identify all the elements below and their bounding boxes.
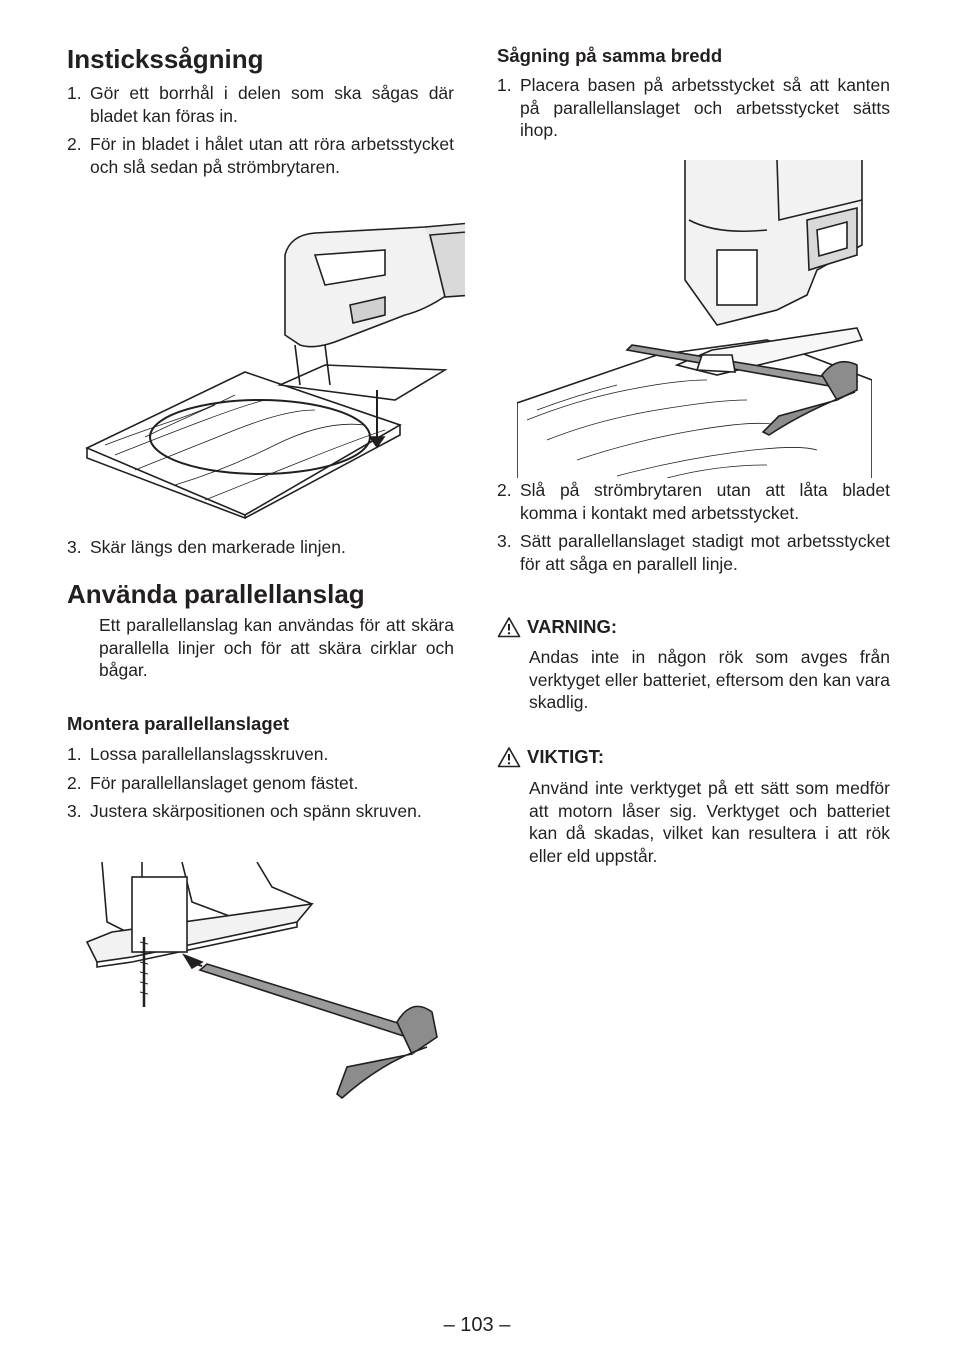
subheading-same-width: Sågning på samma bredd	[497, 45, 723, 66]
list-item	[67, 772, 454, 795]
important-text	[497, 777, 890, 867]
heading-parallel-guide: Använda parallellanslag	[67, 579, 365, 609]
list-number: 3.	[497, 531, 512, 551]
list-text: För parallellanslaget genom fästet.	[90, 772, 359, 793]
guide-insertion-illustration	[82, 862, 457, 1102]
list-number: 2.	[67, 772, 82, 793]
list-item	[67, 800, 454, 823]
plunge-steps-list	[67, 82, 454, 184]
list-number: 1.	[67, 83, 82, 103]
warning-text	[497, 646, 890, 714]
list-text: Lossa parallellanslagsskruven.	[90, 744, 329, 764]
list-number: 3.	[67, 537, 82, 557]
list-text: För in bladet i hålet utan att röra arbetsstycket och slå sedan på strömbrytaren.	[90, 134, 454, 177]
list-text: Slå på strömbrytaren utan att låta bladet komma i kontakt med arbetsstycket.	[520, 480, 890, 523]
important-title: VIKTIGT:	[527, 746, 605, 767]
list-number: 2.	[67, 134, 82, 154]
list-number: 1.	[67, 744, 82, 764]
list-number: 1.	[497, 75, 512, 95]
same-width-cut-illustration	[517, 160, 872, 478]
warning-heading	[497, 616, 617, 638]
list-number: 3.	[67, 801, 82, 821]
list-item	[497, 530, 890, 575]
warning-triangle-icon	[497, 746, 521, 768]
list-text: Sätt parallellanslaget stadigt mot arbetsstycket för att såga en parallell linje.	[520, 531, 890, 574]
list-item	[497, 74, 890, 142]
list-item	[67, 536, 454, 559]
same-width-steps-list-2	[497, 479, 890, 581]
subheading-mount-guide: Montera parallellanslaget	[67, 713, 290, 734]
warning-paragraph: Andas inte in någon rök som avges från verktyget eller batteriet, eftersom den kan vara skadlig.	[529, 647, 890, 712]
cut-step-list	[67, 536, 454, 565]
list-item	[67, 82, 454, 127]
parallel-guide-intro	[67, 614, 454, 682]
mount-steps-list	[67, 743, 454, 829]
intro-paragraph: Ett parallellanslag kan användas för att skära parallella linjer och för att skära cirklar och bågar.	[99, 615, 454, 680]
list-text: Placera basen på arbetsstycket så att kanten på parallellanslaget och arbetsstycket sätts ihop.	[520, 75, 890, 140]
list-text: Gör ett borrhål i delen som ska sågas där bladet kan föras in.	[90, 83, 454, 126]
list-text: Skär längs den markerade linjen.	[90, 537, 346, 557]
page-number: – 103 –	[443, 1314, 511, 1336]
list-text: Justera skärpositionen och spänn skruven.	[90, 801, 422, 821]
list-item	[497, 479, 890, 524]
list-item	[67, 133, 454, 178]
list-number: 2.	[497, 480, 512, 500]
warning-triangle-icon	[497, 616, 521, 638]
same-width-steps-list	[497, 74, 890, 148]
warning-title: VARNING:	[527, 616, 618, 637]
plunge-cut-illustration	[85, 215, 465, 520]
list-item	[67, 743, 454, 766]
important-heading	[497, 746, 604, 768]
important-paragraph: Använd inte verktyget på ett sätt som medför att motorn låser sig. Verktyget och batteriet kan då skadas, vilket kan resultera i att rök eller eld uppstår.	[529, 778, 890, 866]
heading-plunge-cutting: Instickssågning	[67, 44, 264, 74]
